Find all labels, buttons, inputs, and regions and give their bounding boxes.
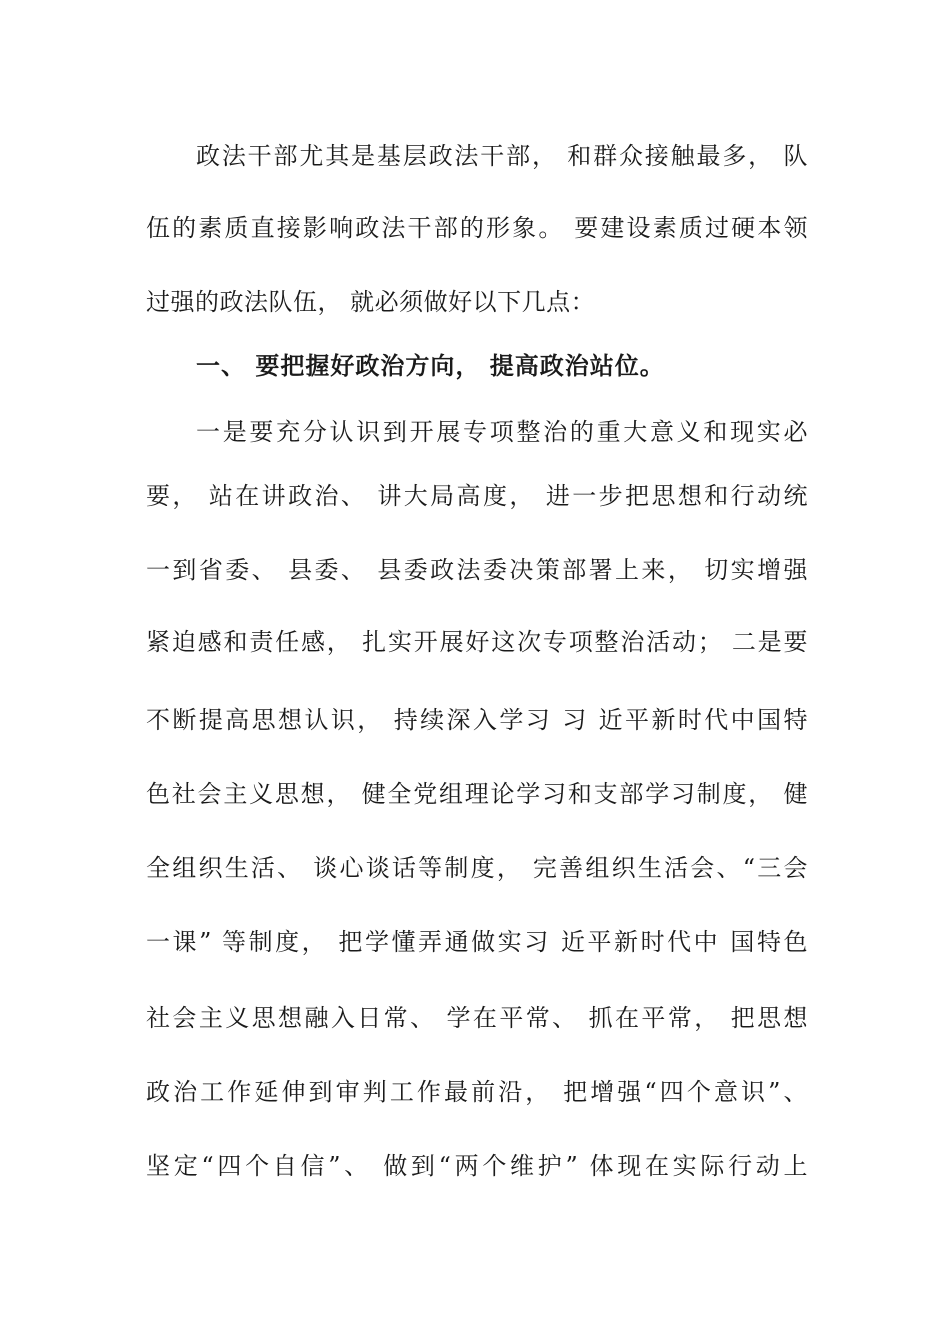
intro-line-3: 过强的政法队伍， 就必须做好以下几点： — [146, 288, 596, 316]
intro-line-2: 伍的素质直接影响政法干部的形象。 要建设素质过硬本领 — [146, 214, 808, 242]
body-line-11: 坚定“四个自信”、 做到“两个维护” 体现在实际行动上 — [146, 1152, 808, 1180]
body-line-2: 要， 站在讲政治、 讲大局高度， 进一步把思想和行动统 — [146, 482, 808, 510]
body-line-9: 社会主义思想融入日常、 学在平常、 抓在平常， 把思想 — [146, 1004, 808, 1032]
section-heading-1: 一、 要把握好政治方向， 提高政治站位。 — [196, 352, 665, 380]
intro-line-1: 政法干部尤其是基层政法干部， 和群众接触最多， 队 — [196, 142, 808, 170]
body-line-10: 政治工作延伸到审判工作最前沿， 把增强“四个意识”、 — [146, 1078, 808, 1106]
body-line-7: 全组织生活、 谈心谈话等制度， 完善组织生活会、“三会 — [146, 854, 808, 882]
body-line-3: 一到省委、 县委、 县委政法委决策部署上来， 切实增强 — [146, 556, 808, 584]
body-line-5: 不断提高思想认识， 持续深入学习 习 近平新时代中国特 — [146, 706, 808, 734]
body-line-1: 一是要充分认识到开展专项整治的重大意义和现实必 — [196, 418, 808, 446]
body-line-6: 色社会主义思想， 健全党组理论学习和支部学习制度， 健 — [146, 780, 808, 808]
body-line-4: 紧迫感和责任感， 扎实开展好这次专项整治活动； 二是要 — [146, 628, 808, 656]
body-line-8: 一课” 等制度， 把学懂弄通做实习 近平新时代中 国特色 — [146, 928, 808, 956]
